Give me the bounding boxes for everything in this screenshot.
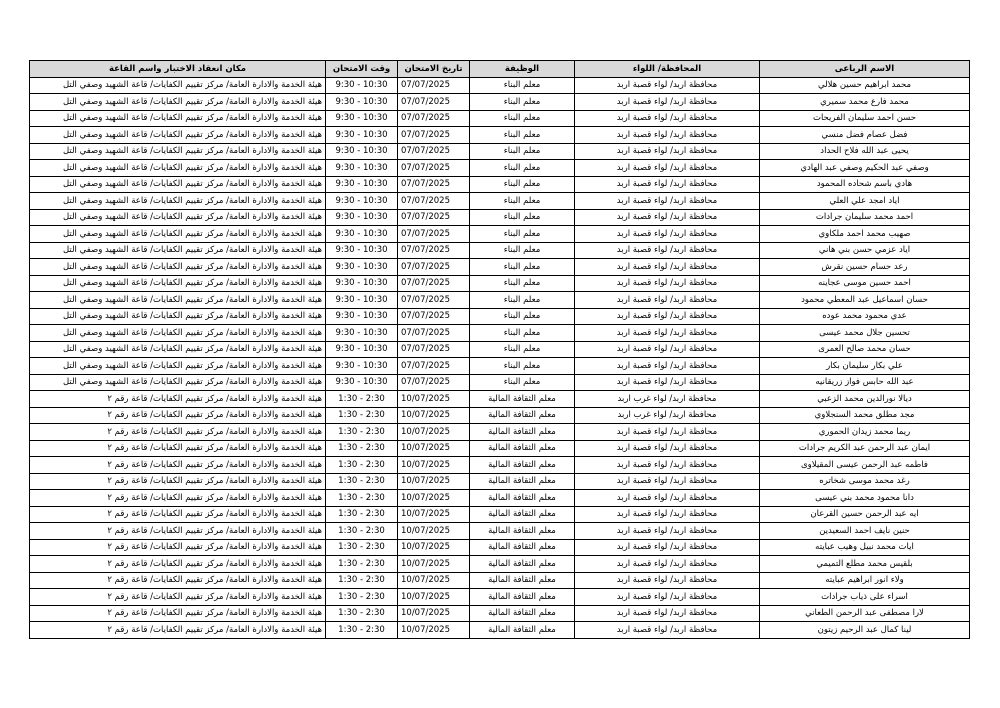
cell-exam-place: هيئة الخدمة والادارة العامة/ مركز تقييم الكفايات/ قاعة رقم ٢ — [30, 539, 326, 556]
cell-name: عبد الله حابس فواز زريقانيه — [760, 374, 970, 391]
cell-exam-date: 07/07/2025 — [398, 226, 470, 243]
cell-job: معلم البناء — [470, 308, 575, 325]
cell-exam-place: هيئة الخدمة والادارة العامة/ مركز تقييم الكفايات/ قاعة رقم ٢ — [30, 407, 326, 424]
cell-exam-time: 1:30 - 2:30 — [326, 424, 398, 441]
cell-exam-time: 1:30 - 2:30 — [326, 490, 398, 507]
cell-name: دانا محمود محمد بني عيسى — [760, 490, 970, 507]
cell-job: معلم البناء — [470, 160, 575, 177]
cell-exam-date: 10/07/2025 — [398, 556, 470, 573]
cell-governorate: محافظة اربد/ لواء قصبة اربد — [575, 209, 760, 226]
cell-job: معلم الثقافة المالية — [470, 424, 575, 441]
cell-exam-time: 1:30 - 2:30 — [326, 572, 398, 589]
cell-exam-date: 07/07/2025 — [398, 143, 470, 160]
cell-exam-date: 10/07/2025 — [398, 457, 470, 474]
cell-exam-place: هيئة الخدمة والادارة العامة/ مركز تقييم الكفايات/ قاعة الشهيد وصفي التل — [30, 143, 326, 160]
cell-job: معلم الثقافة المالية — [470, 605, 575, 622]
cell-exam-place: هيئة الخدمة والادارة العامة/ مركز تقييم الكفايات/ قاعة رقم ٢ — [30, 589, 326, 606]
cell-exam-date: 07/07/2025 — [398, 94, 470, 111]
table-row — [30, 127, 970, 144]
cell-governorate: محافظة اربد/ لواء غرب اربد — [575, 391, 760, 408]
column-header-job: الوظيفة — [470, 61, 575, 78]
cell-exam-date: 10/07/2025 — [398, 391, 470, 408]
cell-exam-place: هيئة الخدمة والادارة العامة/ مركز تقييم الكفايات/ قاعة الشهيد وصفي التل — [30, 193, 326, 210]
cell-job: معلم البناء — [470, 292, 575, 309]
cell-job: معلم الثقافة المالية — [470, 539, 575, 556]
cell-exam-date: 10/07/2025 — [398, 440, 470, 457]
cell-exam-place: هيئة الخدمة والادارة العامة/ مركز تقييم الكفايات/ قاعة الشهيد وصفي التل — [30, 94, 326, 111]
cell-name: ريما محمد زيدان الحموري — [760, 424, 970, 441]
cell-name: حسان محمد صالح العمرى — [760, 341, 970, 358]
cell-governorate: محافظة اربد/ لواء غرب اربد — [575, 407, 760, 424]
cell-exam-date: 07/07/2025 — [398, 358, 470, 375]
table-row — [30, 193, 970, 210]
cell-name: احمد حسين موسى عجاينه — [760, 275, 970, 292]
cell-name: ايمان عبد الرحمن عبد الكريم جرادات — [760, 440, 970, 457]
cell-job: معلم البناء — [470, 127, 575, 144]
cell-job: معلم البناء — [470, 374, 575, 391]
cell-exam-time: 1:30 - 2:30 — [326, 539, 398, 556]
cell-exam-date: 10/07/2025 — [398, 589, 470, 606]
table-header — [30, 61, 970, 78]
cell-job: معلم الثقافة المالية — [470, 506, 575, 523]
cell-name: عدي محمود محمد عوده — [760, 308, 970, 325]
cell-governorate: محافظة اربد/ لواء قصبة اربد — [575, 523, 760, 540]
cell-governorate: محافظة اربد/ لواء قصبة اربد — [575, 490, 760, 507]
cell-exam-place: هيئة الخدمة والادارة العامة/ مركز تقييم الكفايات/ قاعة رقم ٢ — [30, 556, 326, 573]
cell-exam-time: 1:30 - 2:30 — [326, 457, 398, 474]
cell-governorate: محافظة اربد/ لواء قصبة اربد — [575, 110, 760, 127]
cell-exam-place: هيئة الخدمة والادارة العامة/ مركز تقييم الكفايات/ قاعة رقم ٢ — [30, 572, 326, 589]
cell-job: معلم الثقافة المالية — [470, 622, 575, 639]
table-row — [30, 358, 970, 375]
table-row — [30, 242, 970, 259]
cell-governorate: محافظة اربد/ لواء قصبة اربد — [575, 589, 760, 606]
cell-name: اسراء على ذياب جرادات — [760, 589, 970, 606]
cell-exam-place: هيئة الخدمة والادارة العامة/ مركز تقييم الكفايات/ قاعة رقم ٢ — [30, 457, 326, 474]
table-row — [30, 160, 970, 177]
cell-exam-place: هيئة الخدمة والادارة العامة/ مركز تقييم الكفايات/ قاعة الشهيد وصفي التل — [30, 226, 326, 243]
table-header-row — [30, 61, 970, 78]
table-row — [30, 539, 970, 556]
cell-exam-date: 07/07/2025 — [398, 127, 470, 144]
cell-exam-date: 10/07/2025 — [398, 523, 470, 540]
cell-exam-time: 9:30 - 10:30 — [326, 143, 398, 160]
cell-job: معلم البناء — [470, 325, 575, 342]
cell-job: معلم البناء — [470, 176, 575, 193]
cell-name: اياد امجد علي العلي — [760, 193, 970, 210]
cell-exam-time: 9:30 - 10:30 — [326, 209, 398, 226]
cell-exam-date: 10/07/2025 — [398, 605, 470, 622]
column-header-exam-place: مكان انعقاد الاختبار واسم القاعة — [30, 61, 326, 78]
cell-job: معلم البناء — [470, 226, 575, 243]
table-row — [30, 572, 970, 589]
table-row — [30, 77, 970, 94]
cell-exam-place: هيئة الخدمة والادارة العامة/ مركز تقييم الكفايات/ قاعة الشهيد وصفي التل — [30, 259, 326, 276]
cell-exam-place: هيئة الخدمة والادارة العامة/ مركز تقييم الكفايات/ قاعة رقم ٢ — [30, 605, 326, 622]
cell-name: احمد محمد سليمان جرادات — [760, 209, 970, 226]
cell-exam-date: 07/07/2025 — [398, 325, 470, 342]
exam-schedule-table — [29, 60, 970, 639]
table-row — [30, 407, 970, 424]
cell-name: مجد مطلق محمد السنجلاوي — [760, 407, 970, 424]
cell-exam-date: 07/07/2025 — [398, 292, 470, 309]
cell-job: معلم البناء — [470, 341, 575, 358]
cell-exam-date: 07/07/2025 — [398, 275, 470, 292]
cell-name: لينا كمال عبد الرحيم زيتون — [760, 622, 970, 639]
cell-name: لارا مصطفى عبد الرحمن الطعاني — [760, 605, 970, 622]
table-row — [30, 589, 970, 606]
column-header-exam-time: وقت الامتحان — [326, 61, 398, 78]
cell-job: معلم البناء — [470, 77, 575, 94]
cell-governorate: محافظة اربد/ لواء قصبة اربد — [575, 424, 760, 441]
table-row — [30, 556, 970, 573]
cell-name: ايات محمد نبيل وهيب عبايته — [760, 539, 970, 556]
cell-exam-date: 10/07/2025 — [398, 473, 470, 490]
cell-governorate: محافظة اربد/ لواء قصبة اربد — [575, 160, 760, 177]
cell-job: معلم الثقافة المالية — [470, 440, 575, 457]
cell-governorate: محافظة اربد/ لواء قصبة اربد — [575, 242, 760, 259]
cell-job: معلم البناء — [470, 110, 575, 127]
table-row — [30, 457, 970, 474]
cell-exam-date: 07/07/2025 — [398, 193, 470, 210]
cell-exam-time: 1:30 - 2:30 — [326, 407, 398, 424]
cell-job: معلم البناء — [470, 193, 575, 210]
exam-schedule-table-container — [30, 60, 970, 639]
cell-name: علي بكار سليمان بكار — [760, 358, 970, 375]
cell-exam-place: هيئة الخدمة والادارة العامة/ مركز تقييم الكفايات/ قاعة الشهيد وصفي التل — [30, 242, 326, 259]
cell-governorate: محافظة اربد/ لواء قصبة اربد — [575, 325, 760, 342]
cell-exam-time: 9:30 - 10:30 — [326, 226, 398, 243]
cell-exam-place: هيئة الخدمة والادارة العامة/ مركز تقييم الكفايات/ قاعة الشهيد وصفي التل — [30, 176, 326, 193]
cell-exam-time: 9:30 - 10:30 — [326, 176, 398, 193]
table-row — [30, 440, 970, 457]
cell-exam-time: 9:30 - 10:30 — [326, 374, 398, 391]
cell-exam-place: هيئة الخدمة والادارة العامة/ مركز تقييم الكفايات/ قاعة رقم ٢ — [30, 523, 326, 540]
cell-job: معلم الثقافة المالية — [470, 572, 575, 589]
cell-governorate: محافظة اربد/ لواء قصبة اربد — [575, 556, 760, 573]
cell-exam-place: هيئة الخدمة والادارة العامة/ مركز تقييم الكفايات/ قاعة الشهيد وصفي التل — [30, 209, 326, 226]
table-row — [30, 391, 970, 408]
cell-job: معلم البناء — [470, 242, 575, 259]
cell-governorate: محافظة اربد/ لواء قصبة اربد — [575, 292, 760, 309]
cell-exam-time: 9:30 - 10:30 — [326, 341, 398, 358]
cell-exam-place: هيئة الخدمة والادارة العامة/ مركز تقييم الكفايات/ قاعة رقم ٢ — [30, 490, 326, 507]
cell-name: وصفي عبد الحكيم وصفي عبد الهادي — [760, 160, 970, 177]
cell-exam-place: هيئة الخدمة والادارة العامة/ مركز تقييم الكفايات/ قاعة الشهيد وصفي التل — [30, 292, 326, 309]
cell-governorate: محافظة اربد/ لواء قصبة اربد — [575, 94, 760, 111]
cell-exam-place: هيئة الخدمة والادارة العامة/ مركز تقييم الكفايات/ قاعة الشهيد وصفي التل — [30, 110, 326, 127]
cell-name: فضل عصام فضل منسي — [760, 127, 970, 144]
cell-job: معلم الثقافة المالية — [470, 556, 575, 573]
cell-exam-date: 10/07/2025 — [398, 539, 470, 556]
cell-job: معلم البناء — [470, 259, 575, 276]
cell-name: صهيب محمد احمد ملكاوي — [760, 226, 970, 243]
cell-governorate: محافظة اربد/ لواء قصبة اربد — [575, 308, 760, 325]
cell-exam-date: 07/07/2025 — [398, 242, 470, 259]
cell-exam-time: 9:30 - 10:30 — [326, 110, 398, 127]
cell-governorate: محافظة اربد/ لواء قصبة اربد — [575, 193, 760, 210]
cell-exam-date: 10/07/2025 — [398, 622, 470, 639]
cell-exam-place: هيئة الخدمة والادارة العامة/ مركز تقييم الكفايات/ قاعة رقم ٢ — [30, 391, 326, 408]
cell-name: فاطمه عبد الرحمن عيسى المقيلاوى — [760, 457, 970, 474]
cell-name: ايه عبد الرحمن حسين القرعان — [760, 506, 970, 523]
cell-governorate: محافظة اربد/ لواء قصبة اربد — [575, 341, 760, 358]
cell-governorate: محافظة اربد/ لواء قصبة اربد — [575, 572, 760, 589]
cell-exam-time: 1:30 - 2:30 — [326, 556, 398, 573]
table-row — [30, 275, 970, 292]
cell-exam-time: 1:30 - 2:30 — [326, 473, 398, 490]
table-row — [30, 473, 970, 490]
column-header-governorate: المحافظة/ اللواء — [575, 61, 760, 78]
cell-exam-time: 9:30 - 10:30 — [326, 193, 398, 210]
cell-exam-place: هيئة الخدمة والادارة العامة/ مركز تقييم الكفايات/ قاعة الشهيد وصفي التل — [30, 77, 326, 94]
cell-exam-date: 10/07/2025 — [398, 490, 470, 507]
cell-exam-date: 07/07/2025 — [398, 160, 470, 177]
cell-exam-time: 9:30 - 10:30 — [326, 358, 398, 375]
cell-job: معلم الثقافة المالية — [470, 457, 575, 474]
cell-governorate: محافظة اربد/ لواء قصبة اربد — [575, 275, 760, 292]
cell-governorate: محافظة اربد/ لواء قصبة اربد — [575, 605, 760, 622]
cell-exam-place: هيئة الخدمة والادارة العامة/ مركز تقييم الكفايات/ قاعة رقم ٢ — [30, 622, 326, 639]
table-row — [30, 341, 970, 358]
cell-governorate: محافظة اربد/ لواء قصبة اربد — [575, 176, 760, 193]
table-row — [30, 209, 970, 226]
cell-name: ديالا نورالدين محمد الزعبي — [760, 391, 970, 408]
cell-exam-time: 9:30 - 10:30 — [326, 242, 398, 259]
cell-name: هادي باسم شحاده المحمود — [760, 176, 970, 193]
cell-governorate: محافظة اربد/ لواء قصبة اربد — [575, 622, 760, 639]
cell-exam-time: 9:30 - 10:30 — [326, 77, 398, 94]
cell-exam-place: هيئة الخدمة والادارة العامة/ مركز تقييم الكفايات/ قاعة الشهيد وصفي التل — [30, 341, 326, 358]
cell-name: اياد عزمي حسن بني هاني — [760, 242, 970, 259]
column-header-exam-date: تاريخ الامتحان — [398, 61, 470, 78]
table-row — [30, 308, 970, 325]
cell-governorate: محافظة اربد/ لواء قصبة اربد — [575, 506, 760, 523]
table-row — [30, 259, 970, 276]
table-row — [30, 176, 970, 193]
cell-exam-date: 10/07/2025 — [398, 572, 470, 589]
cell-name: يحيى عبد الله فلاح الحداد — [760, 143, 970, 160]
cell-exam-place: هيئة الخدمة والادارة العامة/ مركز تقييم الكفايات/ قاعة رقم ٢ — [30, 440, 326, 457]
cell-exam-time: 1:30 - 2:30 — [326, 605, 398, 622]
cell-name: بلقيس محمد مطلع التميمي — [760, 556, 970, 573]
cell-exam-place: هيئة الخدمة والادارة العامة/ مركز تقييم الكفايات/ قاعة الشهيد وصفي التل — [30, 127, 326, 144]
table-row — [30, 605, 970, 622]
cell-job: معلم البناء — [470, 143, 575, 160]
cell-exam-time: 9:30 - 10:30 — [326, 325, 398, 342]
cell-exam-place: هيئة الخدمة والادارة العامة/ مركز تقييم الكفايات/ قاعة الشهيد وصفي التل — [30, 325, 326, 342]
cell-exam-place: هيئة الخدمة والادارة العامة/ مركز تقييم الكفايات/ قاعة رقم ٢ — [30, 424, 326, 441]
cell-exam-date: 10/07/2025 — [398, 506, 470, 523]
cell-exam-place: هيئة الخدمة والادارة العامة/ مركز تقييم الكفايات/ قاعة الشهيد وصفي التل — [30, 308, 326, 325]
cell-job: معلم الثقافة المالية — [470, 407, 575, 424]
cell-governorate: محافظة اربد/ لواء قصبة اربد — [575, 259, 760, 276]
cell-exam-time: 9:30 - 10:30 — [326, 308, 398, 325]
cell-exam-place: هيئة الخدمة والادارة العامة/ مركز تقييم الكفايات/ قاعة الشهيد وصفي التل — [30, 358, 326, 375]
cell-exam-date: 07/07/2025 — [398, 308, 470, 325]
cell-exam-time: 9:30 - 10:30 — [326, 160, 398, 177]
cell-exam-time: 9:30 - 10:30 — [326, 275, 398, 292]
cell-name: رغد محمد موسى شخاتره — [760, 473, 970, 490]
cell-job: معلم البناء — [470, 275, 575, 292]
cell-name: حنين نايف احمد السعيدين — [760, 523, 970, 540]
cell-exam-time: 1:30 - 2:30 — [326, 622, 398, 639]
cell-governorate: محافظة اربد/ لواء قصبة اربد — [575, 539, 760, 556]
table-body — [30, 77, 970, 638]
cell-governorate: محافظة اربد/ لواء قصبة اربد — [575, 374, 760, 391]
cell-job: معلم الثقافة المالية — [470, 391, 575, 408]
cell-exam-date: 07/07/2025 — [398, 77, 470, 94]
table-row — [30, 226, 970, 243]
cell-governorate: محافظة اربد/ لواء قصبة اربد — [575, 143, 760, 160]
table-row — [30, 506, 970, 523]
cell-exam-time: 9:30 - 10:30 — [326, 259, 398, 276]
table-row — [30, 325, 970, 342]
cell-governorate: محافظة اربد/ لواء قصبة اربد — [575, 358, 760, 375]
cell-name: محمد ابراهيم حسين هلالي — [760, 77, 970, 94]
cell-job: معلم الثقافة المالية — [470, 490, 575, 507]
cell-exam-place: هيئة الخدمة والادارة العامة/ مركز تقييم الكفايات/ قاعة رقم ٢ — [30, 506, 326, 523]
cell-governorate: محافظة اربد/ لواء قصبة اربد — [575, 127, 760, 144]
cell-exam-time: 1:30 - 2:30 — [326, 523, 398, 540]
cell-exam-time: 1:30 - 2:30 — [326, 589, 398, 606]
table-row — [30, 374, 970, 391]
cell-exam-time: 9:30 - 10:30 — [326, 127, 398, 144]
table-row — [30, 292, 970, 309]
table-row — [30, 622, 970, 639]
table-row — [30, 523, 970, 540]
cell-exam-place: هيئة الخدمة والادارة العامة/ مركز تقييم الكفايات/ قاعة رقم ٢ — [30, 473, 326, 490]
cell-exam-date: 10/07/2025 — [398, 407, 470, 424]
cell-name: رعد حسام حسين نقرش — [760, 259, 970, 276]
cell-job: معلم الثقافة المالية — [470, 523, 575, 540]
cell-exam-time: 1:30 - 2:30 — [326, 506, 398, 523]
cell-exam-date: 07/07/2025 — [398, 374, 470, 391]
cell-exam-date: 07/07/2025 — [398, 176, 470, 193]
cell-governorate: محافظة اربد/ لواء قصبة اربد — [575, 77, 760, 94]
cell-exam-date: 07/07/2025 — [398, 110, 470, 127]
column-header-name: الاسم الرباعى — [760, 61, 970, 78]
cell-job: معلم البناء — [470, 94, 575, 111]
cell-exam-time: 9:30 - 10:30 — [326, 292, 398, 309]
cell-exam-date: 07/07/2025 — [398, 341, 470, 358]
cell-governorate: محافظة اربد/ لواء قصبة اربد — [575, 473, 760, 490]
cell-exam-date: 10/07/2025 — [398, 424, 470, 441]
cell-governorate: محافظة اربد/ لواء قصبة اربد — [575, 457, 760, 474]
table-row — [30, 424, 970, 441]
cell-name: ولاء انور ابراهيم عبايته — [760, 572, 970, 589]
table-row — [30, 143, 970, 160]
cell-exam-date: 07/07/2025 — [398, 259, 470, 276]
cell-governorate: محافظة اربد/ لواء قصبة اربد — [575, 440, 760, 457]
cell-exam-place: هيئة الخدمة والادارة العامة/ مركز تقييم الكفايات/ قاعة الشهيد وصفي التل — [30, 160, 326, 177]
cell-name: حسان اسماعيل عبد المعطي محمود — [760, 292, 970, 309]
cell-name: حسن احمد سليمان الفريحات — [760, 110, 970, 127]
cell-exam-place: هيئة الخدمة والادارة العامة/ مركز تقييم الكفايات/ قاعة الشهيد وصفي التل — [30, 374, 326, 391]
cell-exam-time: 1:30 - 2:30 — [326, 440, 398, 457]
cell-exam-date: 07/07/2025 — [398, 209, 470, 226]
cell-name: تحسين جلال محمد عيسى — [760, 325, 970, 342]
cell-job: معلم البناء — [470, 358, 575, 375]
table-row — [30, 94, 970, 111]
cell-job: معلم البناء — [470, 209, 575, 226]
cell-exam-time: 1:30 - 2:30 — [326, 391, 398, 408]
cell-job: معلم الثقافة المالية — [470, 589, 575, 606]
table-row — [30, 490, 970, 507]
cell-name: محمد فارع محمد سميري — [760, 94, 970, 111]
cell-job: معلم الثقافة المالية — [470, 473, 575, 490]
cell-exam-time: 9:30 - 10:30 — [326, 94, 398, 111]
cell-exam-place: هيئة الخدمة والادارة العامة/ مركز تقييم الكفايات/ قاعة الشهيد وصفي التل — [30, 275, 326, 292]
table-row — [30, 110, 970, 127]
cell-governorate: محافظة اربد/ لواء قصبة اربد — [575, 226, 760, 243]
